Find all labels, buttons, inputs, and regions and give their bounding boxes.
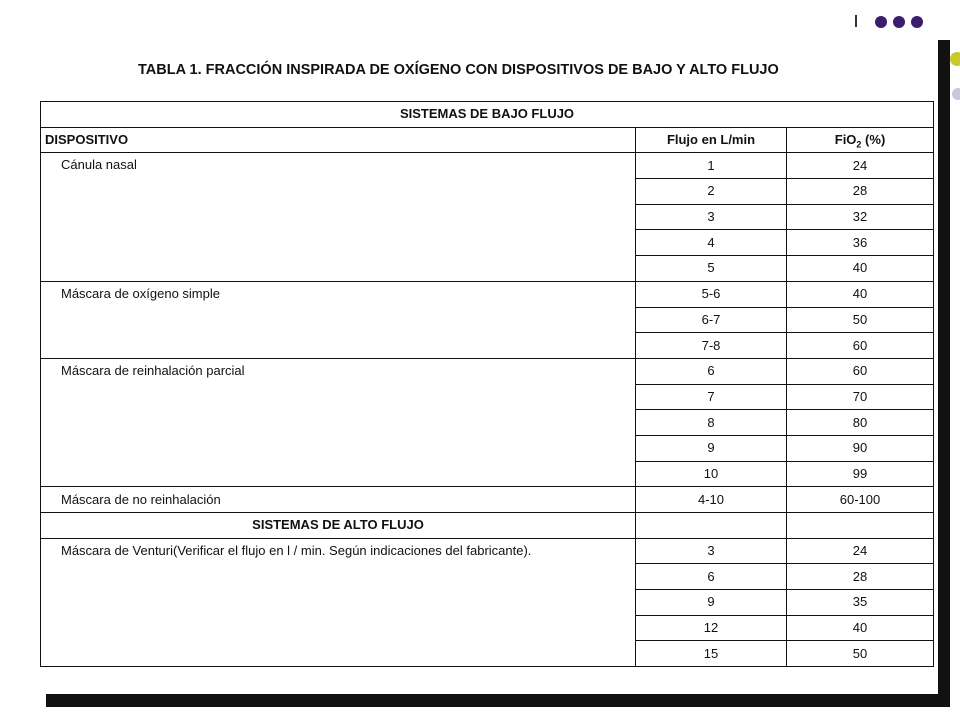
device-name-cell: Cánula nasal: [41, 153, 636, 281]
fio-cell: 40: [787, 281, 934, 307]
flow-cell: 9: [636, 590, 787, 616]
flow-cell: 8: [636, 410, 787, 436]
section-header-row: [41, 102, 934, 128]
fio-cell: 40: [787, 615, 934, 641]
flow-cell: 1: [636, 153, 787, 179]
fio-cell: 24: [787, 538, 934, 564]
decorative-dot-icon: [893, 16, 905, 28]
fio-cell: 50: [787, 307, 934, 333]
flow-cell: 3: [636, 204, 787, 230]
fio-cell: 99: [787, 461, 934, 487]
empty-cell: [636, 513, 787, 539]
flow-cell: 9: [636, 435, 787, 461]
fio-cell: 90: [787, 435, 934, 461]
fio-cell: 60: [787, 358, 934, 384]
device-name-cell: Máscara de oxígeno simple: [41, 281, 636, 358]
flow-cell: 5-6: [636, 281, 787, 307]
fio-cell: 60-100: [787, 487, 934, 513]
fio-cell: 36: [787, 230, 934, 256]
flow-cell: 6-7: [636, 307, 787, 333]
fio-cell: 80: [787, 410, 934, 436]
high-flow-rows: [41, 538, 934, 666]
fio-cell: 32: [787, 204, 934, 230]
table-row: [41, 358, 934, 384]
flow-cell: 7-8: [636, 333, 787, 359]
flow-cell: 2: [636, 179, 787, 205]
fio-cell: 50: [787, 641, 934, 667]
fio-column-header: FiO$_2$ (%): [787, 127, 934, 153]
decorative-side-dot-icon: [950, 52, 960, 66]
flow-cell: 5: [636, 256, 787, 282]
device-name-cell: Máscara de no reinhalación: [41, 487, 636, 513]
column-header-row: [41, 127, 934, 153]
flow-cell: 10: [636, 461, 787, 487]
device-name-cell: Máscara de Venturi(Verificar el flujo en l / min. Según indicaciones del fabricante).: [41, 538, 636, 666]
low-flow-rows: [41, 153, 934, 513]
empty-cell: [787, 513, 934, 539]
flow-cell: 6: [636, 564, 787, 590]
flow-cell: 3: [636, 538, 787, 564]
fio-cell: 28: [787, 564, 934, 590]
flow-cell: 4: [636, 230, 787, 256]
fio-cell: 70: [787, 384, 934, 410]
table-row: [41, 153, 934, 179]
fio-cell: 24: [787, 153, 934, 179]
fio-cell: 60: [787, 333, 934, 359]
device-column-header: DISPOSITIVO: [41, 127, 636, 153]
table-row: [41, 281, 934, 307]
flow-cell: 15: [636, 641, 787, 667]
decorative-dot-icon: [875, 16, 887, 28]
flow-cell: 4-10: [636, 487, 787, 513]
decorative-side-dot-icon: [952, 88, 960, 100]
decorative-dot-icon: [911, 16, 923, 28]
low-flow-heading: SISTEMAS DE BAJO FLUJO: [41, 102, 934, 128]
fio-cell: 35: [787, 590, 934, 616]
high-flow-heading: SISTEMAS DE ALTO FLUJO: [41, 513, 636, 539]
table-row: [41, 487, 934, 513]
fio-cell: 28: [787, 179, 934, 205]
page-shadow-bottom: [46, 694, 950, 707]
table-row: [41, 538, 934, 564]
device-name-cell: Máscara de reinhalación parcial: [41, 358, 636, 486]
flow-cell: 7: [636, 384, 787, 410]
fio-cell: 40: [787, 256, 934, 282]
slide-divider-tick: [855, 15, 857, 27]
flow-cell: 12: [636, 615, 787, 641]
section-header-row: [41, 513, 934, 539]
table-title: TABLA 1. FRACCIÓN INSPIRADA DE OXÍGENO CON DISPOSITIVOS DE BAJO Y ALTO FLUJO: [138, 62, 779, 78]
oxygen-fio-table: [40, 101, 934, 667]
page-shadow-right: [938, 40, 950, 707]
flow-cell: 6: [636, 358, 787, 384]
flow-column-header: Flujo en L/min: [636, 127, 787, 153]
